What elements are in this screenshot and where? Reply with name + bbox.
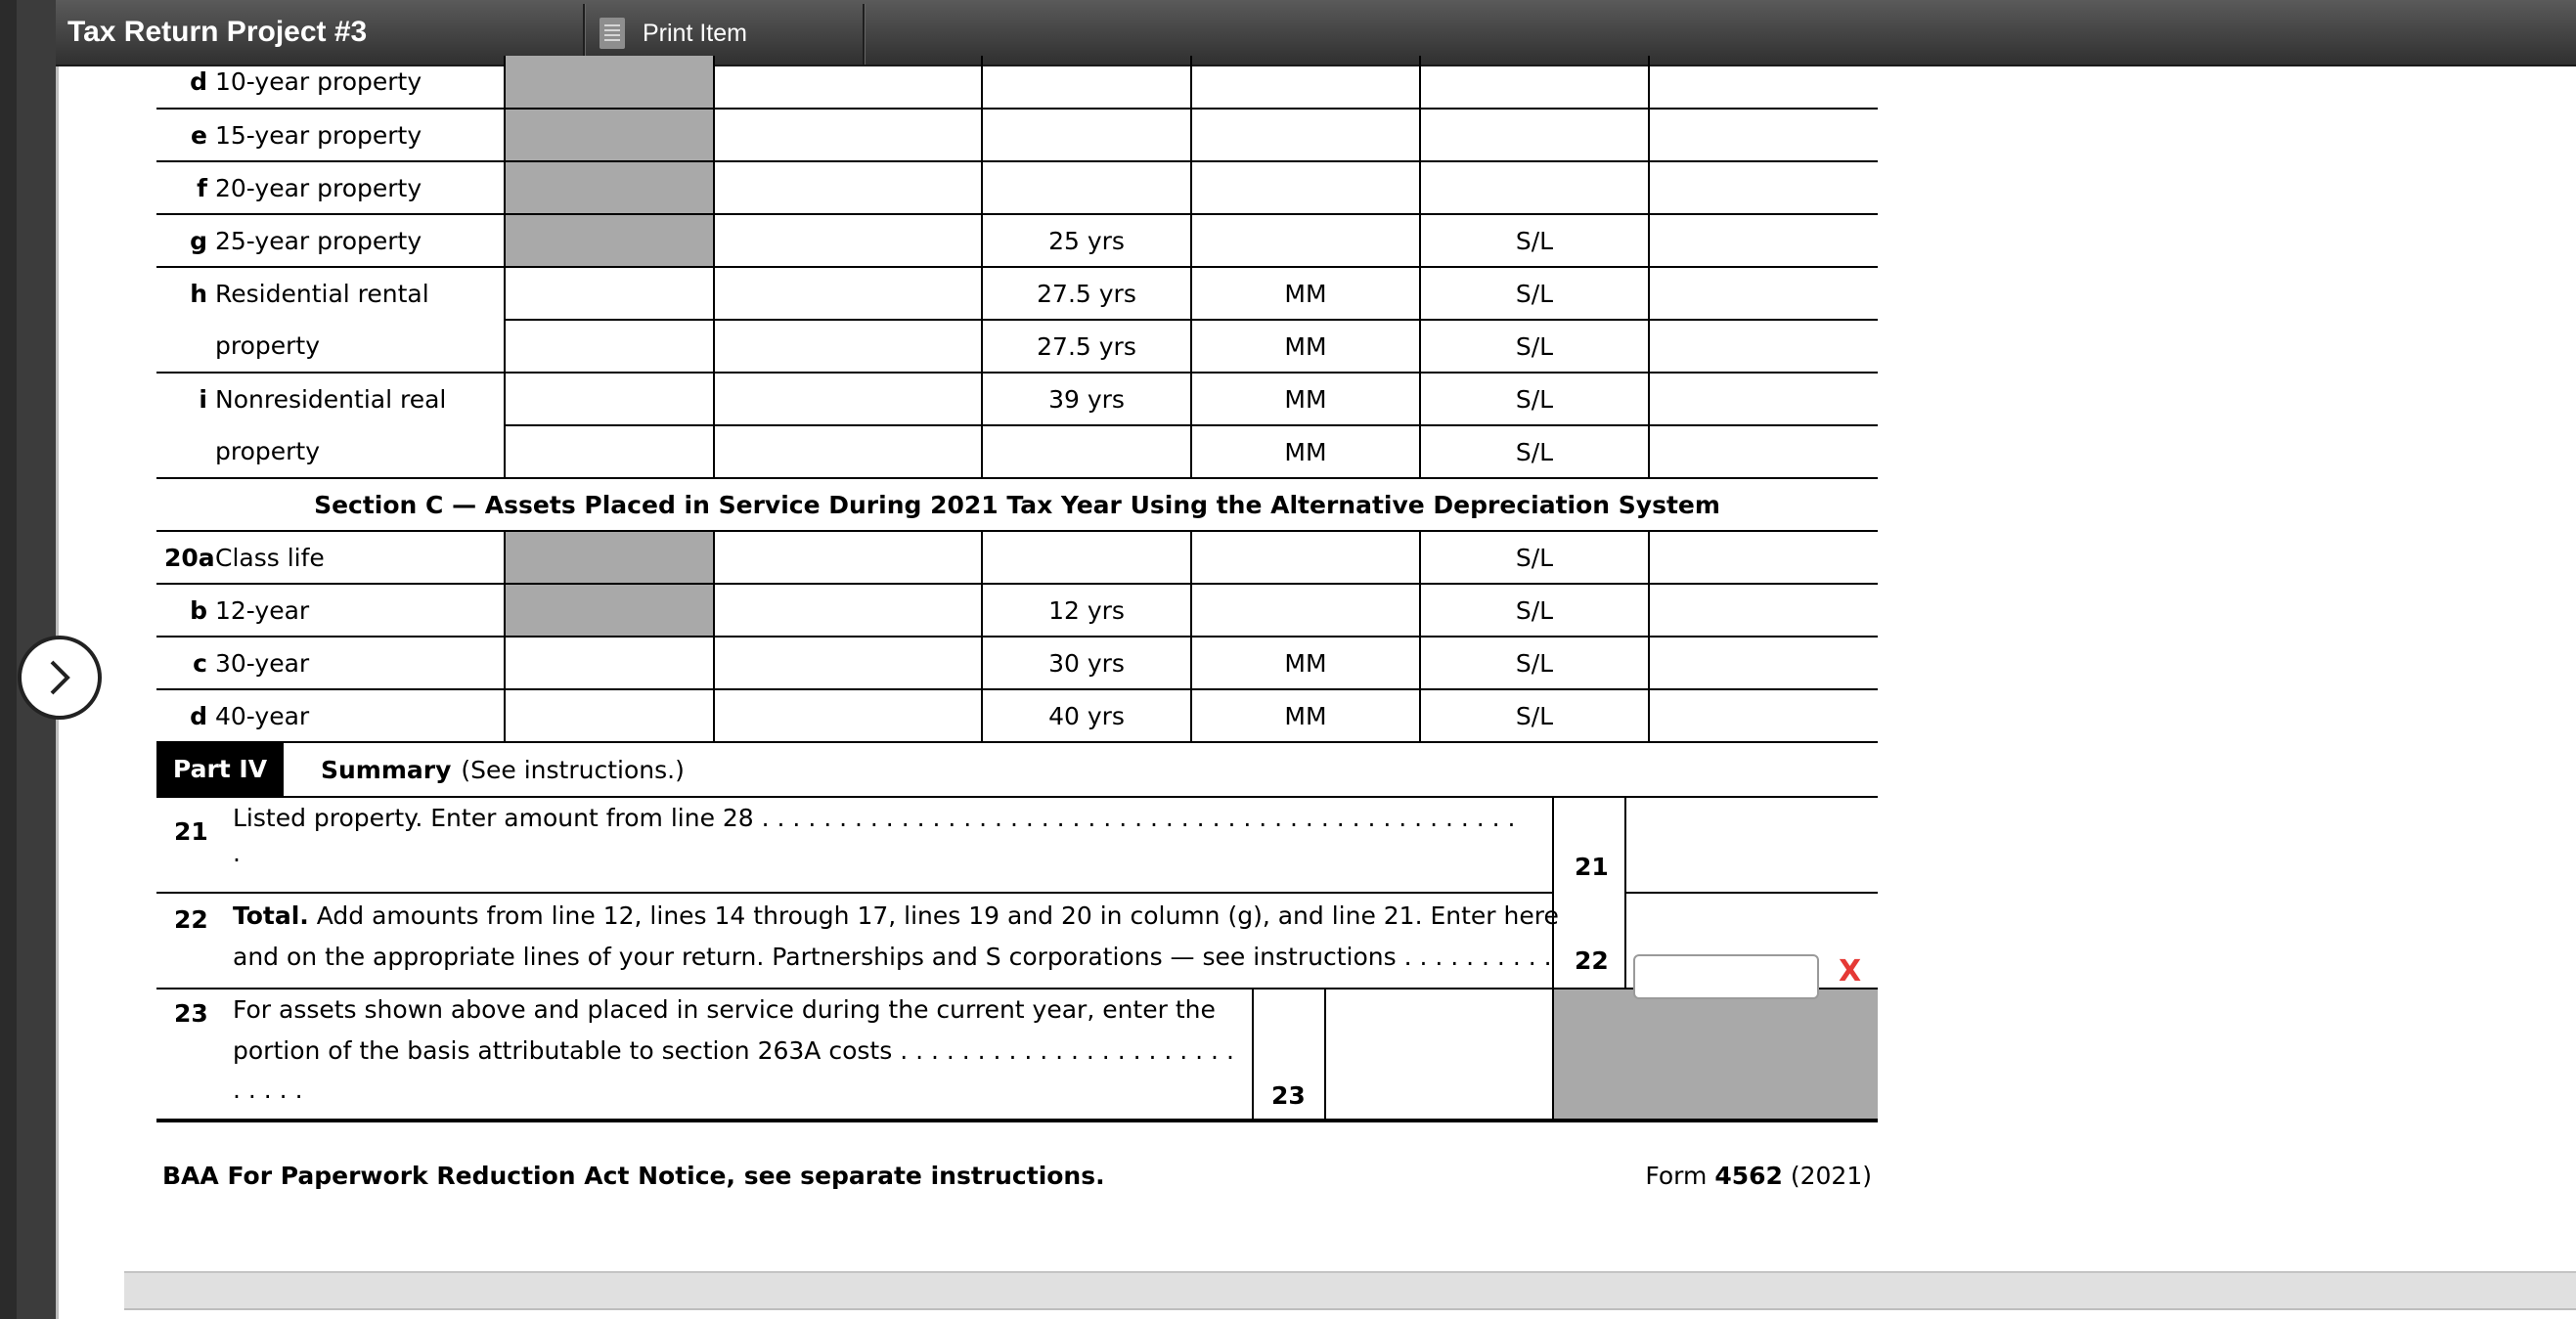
- row-letter: g: [190, 226, 207, 255]
- row-label: [156, 214, 505, 267]
- line-23-text-1: For assets shown above and placed in service during the current year, enter the: [233, 995, 1216, 1024]
- basis-cell[interactable]: [714, 373, 982, 425]
- month-year-cell[interactable]: [505, 373, 714, 425]
- footer-form-id: [1645, 1162, 1872, 1190]
- method-cell: S/L: [1420, 531, 1649, 584]
- row-label: [156, 320, 505, 373]
- recovery-period-cell: [982, 109, 1191, 161]
- basis-cell[interactable]: [714, 267, 982, 320]
- part-iv-label: Part IV: [156, 743, 284, 796]
- table-row: [156, 637, 1878, 689]
- chevron-right-icon: [38, 656, 81, 699]
- recovery-period-cell: 27.5 yrs: [982, 320, 1191, 373]
- recovery-period-cell: [982, 161, 1191, 214]
- row-label: [156, 267, 505, 320]
- row-divider: [156, 892, 1552, 894]
- row-letter: d: [190, 67, 207, 96]
- line-23-text-2: portion of the basis attributable to section 263A costs . . . . . . . . . . . . . . . . . . . . . .: [233, 1036, 1234, 1065]
- deduction-cell[interactable]: [1649, 161, 1878, 214]
- part-iv-title: Summary: [321, 755, 452, 784]
- month-year-cell[interactable]: [505, 689, 714, 742]
- method-cell: [1420, 109, 1649, 161]
- table-row: [156, 425, 1878, 478]
- month-year-cell: [505, 584, 714, 637]
- table-row: [156, 161, 1878, 214]
- table-row: [156, 373, 1878, 425]
- method-cell: S/L: [1420, 267, 1649, 320]
- row-label-text: 10-year property: [215, 67, 422, 96]
- table-row: [156, 584, 1878, 637]
- line-22-text-1: Add amounts from line 12, lines 14 through 17, lines 19 and 20 in column (g), and line 21. Enter here: [316, 901, 1559, 930]
- recovery-period-cell: 25 yrs: [982, 214, 1191, 267]
- deduction-cell[interactable]: [1649, 689, 1878, 742]
- line-22-box-label: 22: [1575, 946, 1609, 975]
- method-cell: S/L: [1420, 584, 1649, 637]
- error-x-icon[interactable]: X: [1839, 954, 1862, 989]
- table-row: [156, 531, 1878, 584]
- line-21-number: 21: [174, 817, 208, 846]
- basis-cell[interactable]: [714, 56, 982, 109]
- month-year-cell: [505, 531, 714, 584]
- row-label-text: 40-year: [215, 701, 310, 730]
- print-item-label: Print Item: [643, 19, 747, 47]
- part-iv-header: [156, 742, 1878, 797]
- part-iv-note: (See instructions.): [461, 755, 685, 784]
- row-letter: h: [190, 280, 207, 308]
- row-label-text: 15-year property: [215, 120, 422, 150]
- convention-cell: [1191, 56, 1420, 109]
- table-row: [156, 214, 1878, 267]
- depreciation-table: [156, 56, 1878, 798]
- deduction-cell[interactable]: [1649, 320, 1878, 373]
- footer-paperwork-notice: BAA For Paperwork Reduction Act Notice, see separate instructions.: [162, 1162, 1105, 1190]
- month-year-cell[interactable]: [505, 637, 714, 689]
- row-label-text: Residential rental: [215, 280, 429, 308]
- row-divider: [1624, 892, 1878, 894]
- convention-cell: [1191, 584, 1420, 637]
- row-label: [156, 56, 505, 109]
- line-21-box-label: 21: [1575, 853, 1609, 881]
- basis-cell[interactable]: [714, 425, 982, 478]
- convention-cell: MM: [1191, 267, 1420, 320]
- method-cell: S/L: [1420, 373, 1649, 425]
- recovery-period-cell: 40 yrs: [982, 689, 1191, 742]
- form-year: (2021): [1790, 1162, 1872, 1190]
- row-letter: d: [190, 701, 207, 730]
- row-label-text: 30-year: [215, 648, 310, 678]
- deduction-cell[interactable]: [1649, 56, 1878, 109]
- line-22-text-2: and on the appropriate lines of your return. Partnerships and S corporations — see instructions . . . . . . . . . .: [233, 943, 1552, 971]
- month-year-cell: [505, 109, 714, 161]
- convention-cell: MM: [1191, 425, 1420, 478]
- recovery-period-cell: 30 yrs: [982, 637, 1191, 689]
- basis-cell[interactable]: [714, 109, 982, 161]
- line-22-number: 22: [174, 905, 208, 934]
- form-bottom-rule: [156, 1119, 1878, 1122]
- basis-cell[interactable]: [714, 214, 982, 267]
- method-cell: S/L: [1420, 214, 1649, 267]
- method-cell: S/L: [1420, 689, 1649, 742]
- line-22-text: [233, 896, 1559, 937]
- recovery-period-cell: 39 yrs: [982, 373, 1191, 425]
- form-prefix: Form: [1645, 1162, 1708, 1190]
- month-year-cell[interactable]: [505, 425, 714, 478]
- month-year-cell[interactable]: [505, 267, 714, 320]
- recovery-period-cell: [982, 531, 1191, 584]
- method-cell: [1420, 56, 1649, 109]
- recovery-period-cell: [982, 56, 1191, 109]
- row-letter: e: [191, 120, 207, 150]
- row-label-text: property: [215, 331, 321, 360]
- expand-panel-button[interactable]: [18, 636, 102, 720]
- row-letter: i: [199, 385, 207, 414]
- row-label-text: 20-year property: [215, 173, 422, 202]
- convention-cell: [1191, 161, 1420, 214]
- basis-cell[interactable]: [714, 320, 982, 373]
- convention-cell: MM: [1191, 637, 1420, 689]
- row-letter: c: [193, 648, 207, 678]
- row-label-text: property: [215, 437, 321, 465]
- table-row: [156, 320, 1878, 373]
- row-label-text: Class life: [215, 543, 325, 572]
- print-item-button[interactable]: [600, 14, 747, 53]
- deduction-cell[interactable]: [1649, 373, 1878, 425]
- row-label: [156, 531, 505, 584]
- basis-cell[interactable]: [714, 161, 982, 214]
- row-label: [156, 689, 505, 742]
- section-c-heading: Section C — Assets Placed in Service During 2021 Tax Year Using the Alternative Depreciation System: [156, 478, 1878, 531]
- row-label: [156, 637, 505, 689]
- basis-cell[interactable]: [714, 584, 982, 637]
- deduction-cell[interactable]: [1649, 267, 1878, 320]
- table-row: [156, 689, 1878, 742]
- deduction-cell[interactable]: [1649, 584, 1878, 637]
- deduction-cell[interactable]: [1649, 109, 1878, 161]
- method-cell: S/L: [1420, 637, 1649, 689]
- box-column-divider: [1252, 988, 1254, 1121]
- row-label-text: 25-year property: [215, 226, 422, 255]
- table-row: [156, 109, 1878, 161]
- month-year-cell[interactable]: [505, 320, 714, 373]
- month-year-cell: [505, 56, 714, 109]
- deduction-cell[interactable]: [1649, 637, 1878, 689]
- line-23-box-label: 23: [1271, 1081, 1306, 1110]
- method-cell: [1420, 161, 1649, 214]
- row-letter: b: [190, 595, 207, 625]
- row-label: [156, 161, 505, 214]
- line-21-wrap: .: [233, 839, 241, 867]
- line-21-amount-field[interactable]: [1626, 798, 1878, 892]
- deduction-cell[interactable]: [1649, 425, 1878, 478]
- convention-cell: MM: [1191, 320, 1420, 373]
- row-label-text: 12-year: [215, 595, 310, 625]
- line-22-total-input[interactable]: [1633, 954, 1819, 999]
- method-cell: S/L: [1420, 320, 1649, 373]
- form-4562-page: [156, 56, 1878, 1110]
- recovery-period-cell: 27.5 yrs: [982, 267, 1191, 320]
- convention-cell: [1191, 109, 1420, 161]
- deduction-cell[interactable]: [1649, 531, 1878, 584]
- basis-cell[interactable]: [714, 531, 982, 584]
- document-icon: [600, 18, 625, 49]
- basis-cell[interactable]: [714, 689, 982, 742]
- deduction-cell[interactable]: [1649, 214, 1878, 267]
- table-row: [156, 267, 1878, 320]
- row-label-text: Nonresidential real: [215, 385, 447, 414]
- convention-cell: [1191, 214, 1420, 267]
- app-title: Tax Return Project #3: [67, 16, 368, 48]
- row-label: [156, 109, 505, 161]
- basis-cell[interactable]: [714, 637, 982, 689]
- form-number: 4562: [1714, 1162, 1783, 1190]
- method-cell: S/L: [1420, 425, 1649, 478]
- outer-frame: [0, 0, 17, 1319]
- convention-cell: MM: [1191, 373, 1420, 425]
- line-22-bold: Total.: [233, 901, 309, 930]
- shaded-cell: [1554, 989, 1878, 1121]
- recovery-period-cell: [982, 425, 1191, 478]
- row-letter: f: [197, 173, 207, 202]
- line-23-number: 23: [174, 999, 208, 1028]
- row-label: [156, 425, 505, 478]
- month-year-cell: [505, 214, 714, 267]
- row-letter: 20a: [164, 543, 215, 572]
- convention-cell: [1191, 531, 1420, 584]
- line-23-text-3: . . . . .: [233, 1076, 303, 1104]
- month-year-cell: [505, 161, 714, 214]
- convention-cell: MM: [1191, 689, 1420, 742]
- row-label: [156, 373, 505, 425]
- line-23-amount-field[interactable]: [1326, 989, 1551, 1119]
- line-21-text: Listed property. Enter amount from line 28 . . . . . . . . . . . . . . . . . . . . . . . . . . . . . . . . . . . . . . . . . . . . . . . . .: [233, 804, 1516, 832]
- table-row: [156, 56, 1878, 109]
- horizontal-scrollbar[interactable]: [124, 1271, 2576, 1310]
- recovery-period-cell: 12 yrs: [982, 584, 1191, 637]
- row-label: [156, 584, 505, 637]
